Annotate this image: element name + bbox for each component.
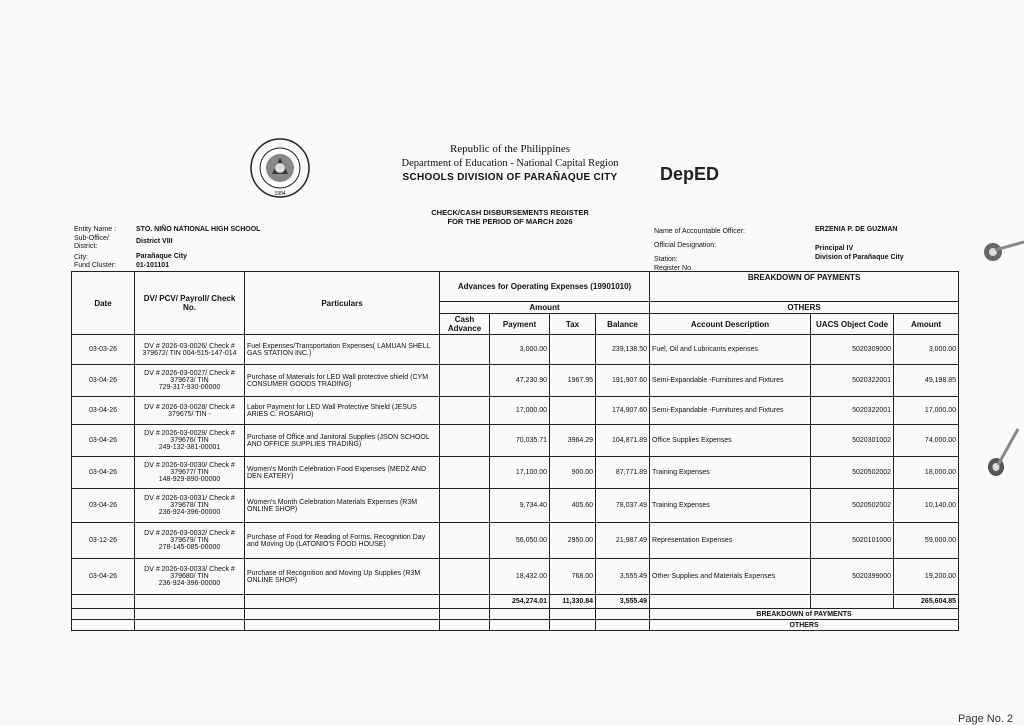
row-account: Other Supplies and Materials Expenses <box>650 559 811 595</box>
page-number: Page No. 2 <box>958 713 1014 725</box>
row-amount: 10,140.00 <box>894 489 959 523</box>
row-particulars: Women's Month Celebration Materials Expenses (R3M ONLINE SHOP) <box>245 489 440 523</box>
row-date: 03-04-26 <box>72 365 135 397</box>
row-dv-line: 379673/ TIN <box>170 377 209 384</box>
row-dv-line: 379677/ TIN <box>170 469 209 476</box>
total-amount: 265,604.85 <box>894 595 959 609</box>
row-dv-line: DV # 2026-03-0033/ Check # <box>144 566 235 573</box>
col-uacs-header: UACS Object Code <box>811 314 894 335</box>
row-tax <box>550 335 596 365</box>
row-account: Semi-Expandable -Furnitures and Fixtures <box>650 397 811 425</box>
binder-clip-icon <box>975 232 1024 272</box>
table-row <box>72 397 959 425</box>
row-account: Office Supplies Expenses <box>650 425 811 457</box>
meta-district-value: District VIII <box>136 238 173 245</box>
row-dv-line: DV # 2026-03-0032/ Check # <box>144 530 235 537</box>
row-tax: 3964.29 <box>550 425 596 457</box>
row-uacs: 5020301002 <box>811 425 894 457</box>
row-payment: 18,432.00 <box>490 559 550 595</box>
row-balance: 191,907.60 <box>596 365 650 397</box>
row-payment: 9,734.40 <box>490 489 550 523</box>
col-amount-group-header: Amount <box>440 302 650 314</box>
row-balance: 104,871.89 <box>596 425 650 457</box>
col-cash-advance-header: Cash Advance <box>440 314 490 335</box>
meta-entity-label: Entity Name : <box>74 226 117 233</box>
row-account: Representation Expenses <box>650 523 811 559</box>
row-amount: 74,000.00 <box>894 425 959 457</box>
row-uacs: 5020101000 <box>811 523 894 559</box>
row-uacs: 5020322001 <box>811 397 894 425</box>
row-balance: 87,771.89 <box>596 457 650 489</box>
row-payment: 56,050.00 <box>490 523 550 559</box>
row-dv-line: 278-145-085-00000 <box>158 544 221 551</box>
row-payment: 47,230.90 <box>490 365 550 397</box>
row-dv-line: 379680/ TIN <box>170 573 209 580</box>
row-dv-line: 148-929-890-00000 <box>158 476 221 483</box>
meta-city-value: Parañaque City <box>136 253 187 260</box>
row-dv-line: DV # 2026-03-0030/ Check # <box>144 462 235 469</box>
meta-designation-value: Principal IV <box>815 245 854 252</box>
row-tax: 768.00 <box>550 559 596 595</box>
total-tax: 11,330.84 <box>550 595 596 609</box>
deped-logo-icon <box>658 160 720 186</box>
row-particulars: Purchase of Food for Reading of Forms, Recognition Day and Moving Up (LATONIO'S FOOD HOUSE) <box>245 523 440 559</box>
row-tax: 900.00 <box>550 457 596 489</box>
seal-year: 1994 <box>274 191 286 197</box>
row-dv-line: DV # 2026-03-0031/ Check # <box>144 495 235 502</box>
row-cash-advance <box>440 457 490 489</box>
col-amount-header: Amount <box>894 314 959 335</box>
table-row <box>72 365 959 397</box>
row-payment: 17,000.00 <box>490 397 550 425</box>
meta-fund-value: 01-101101 <box>136 262 170 269</box>
row-tax: 2950.00 <box>550 523 596 559</box>
row-amount: 59,000.00 <box>894 523 959 559</box>
table-row <box>72 489 959 523</box>
meta-officer-label: Name of Accountable Officer: <box>654 228 745 235</box>
col-date-header: Date <box>72 272 135 335</box>
row-dv-line: DV # 2026-03-0027/ Check # <box>144 370 235 377</box>
row-date: 03-04-26 <box>72 457 135 489</box>
row-particulars: Labor Payment for LED Wall Protective Shield (JESUS ARIES C. ROSARIO) <box>245 397 440 425</box>
deped-logo-text: DepED <box>660 164 720 184</box>
meta-officer-value: ERZENIA P. DE GUZMAN <box>815 226 898 233</box>
row-cash-advance <box>440 523 490 559</box>
row-tax: 1967.95 <box>550 365 596 397</box>
col-breakdown-header: BREAKDOWN OF PAYMENTS <box>650 272 959 302</box>
row-cash-advance <box>440 365 490 397</box>
row-balance: 239,138.50 <box>596 335 650 365</box>
col-advances-header: Advances for Operating Expenses (19901010) <box>440 272 650 302</box>
footer-others-label: OTHERS <box>650 620 959 631</box>
division-line: SCHOOLS DIVISION OF PARAÑAQUE CITY <box>402 172 618 183</box>
meta-district-label: District: <box>74 243 98 250</box>
row-dv-line: 236-924-396-00000 <box>158 580 221 587</box>
row-dv-line: 729-317-930-00000 <box>158 384 221 391</box>
row-uacs: 5020502002 <box>811 489 894 523</box>
meta-station-value: Division of Parañaque City <box>815 254 904 261</box>
row-balance: 3,555.49 <box>596 559 650 595</box>
table-row <box>72 523 959 559</box>
row-payment: 17,100.00 <box>490 457 550 489</box>
row-particulars: Purchase of Materials for LED Wall protective shield (CYM CONSUMER GOODS TRADING) <box>245 365 440 397</box>
meta-fund-label: Fund Cluster: <box>74 262 117 269</box>
col-others-header: OTHERS <box>650 302 959 314</box>
department-line: Department of Education - National Capital Region <box>401 158 619 169</box>
row-dv-line: 249-132-381-00001 <box>158 444 221 451</box>
row-account: Fuel, Oil and Lubricants expenses <box>650 335 811 365</box>
row-particulars: Fuel Expenses/Transportation Expenses( LAMUAN SHELL GAS STATION INC.) <box>245 335 440 365</box>
row-date: 03-04-26 <box>72 425 135 457</box>
row-dv-line: DV # 2026-03-0028/ Check # <box>144 403 235 411</box>
col-account-header: Account Description <box>650 314 811 335</box>
disbursements-table <box>71 271 959 631</box>
row-amount: 19,200.00 <box>894 559 959 595</box>
row-cash-advance <box>440 335 490 365</box>
row-uacs: 5020309000 <box>811 335 894 365</box>
row-balance: 21,987.49 <box>596 523 650 559</box>
row-dv-line: 379678/ TIN <box>170 502 209 509</box>
division-seal-icon <box>250 138 310 198</box>
row-amount: 3,000.00 <box>894 335 959 365</box>
row-amount: 49,198.85 <box>894 365 959 397</box>
row-date: 03-03-26 <box>72 335 135 365</box>
table-row <box>72 559 959 595</box>
report-title: CHECK/CASH DISBURSEMENTS REGISTER <box>431 208 589 217</box>
row-dv-line: 379675/ TIN - <box>168 410 211 418</box>
row-date: 03-04-26 <box>72 559 135 595</box>
footer-breakdown-label: BREAKDOWN of PAYMENTS <box>650 609 959 620</box>
row-cash-advance <box>440 489 490 523</box>
row-dv-line: DV # 2026-03-0026/ Check # <box>144 342 235 350</box>
table-row <box>72 425 959 457</box>
footer-breakdown-row <box>72 609 959 620</box>
meta-suboffice-label: Sub-Office/ <box>74 235 109 242</box>
col-particulars-header: Particulars <box>245 272 440 335</box>
total-balance: 3,555.49 <box>596 595 650 609</box>
row-uacs: 5020322001 <box>811 365 894 397</box>
row-account: Training Expenses <box>650 489 811 523</box>
meta-city-label: City: <box>74 254 88 261</box>
row-payment: 70,035.71 <box>490 425 550 457</box>
row-account: Training Expenses <box>650 457 811 489</box>
report-period: FOR THE PERIOD OF MARCH 2026 <box>447 217 573 226</box>
row-cash-advance <box>440 559 490 595</box>
row-account: Semi-Expandable -Furnitures and Fixtures <box>650 365 811 397</box>
total-payment: 254,274.01 <box>490 595 550 609</box>
col-balance-header: Balance <box>596 314 650 335</box>
row-date: 03-12-26 <box>72 523 135 559</box>
row-particulars: Purchase of Recognition and Moving Up Supplies (R3M ONLINE SHOP) <box>245 559 440 595</box>
meta-register-label: Register No. <box>654 265 693 272</box>
row-dv-line: DV # 2026-03-0029/ Check # <box>144 430 235 437</box>
row-balance: 174,907.60 <box>596 397 650 425</box>
meta-entity-value: STO. NIÑO NATIONAL HIGH SCHOOL <box>136 226 261 233</box>
row-amount: 17,000.00 <box>894 397 959 425</box>
col-dv-header: DV/ PCV/ Payroll/ Check No. <box>135 272 245 335</box>
row-tax <box>550 397 596 425</box>
row-particulars: Women's Month Celebration Food Expenses (MEDZ AND DEN EATERY) <box>245 457 440 489</box>
meta-station-label: Station: <box>654 256 678 263</box>
row-cash-advance <box>440 397 490 425</box>
row-date: 03-04-26 <box>72 489 135 523</box>
row-dv-line: 379676/ TIN <box>170 437 209 444</box>
meta-designation-label: Official Designation: <box>654 242 717 249</box>
republic-line: Republic of the Philippines <box>449 143 571 155</box>
col-payment-header: Payment <box>490 314 550 335</box>
totals-row <box>72 595 959 609</box>
row-payment: 3,000.00 <box>490 335 550 365</box>
row-amount: 18,000.00 <box>894 457 959 489</box>
row-uacs: 5020502002 <box>811 457 894 489</box>
row-dv-line: 379672/ TIN 004-515-147-014 <box>142 349 237 357</box>
footer-others-row <box>72 620 959 631</box>
row-balance: 78,037.49 <box>596 489 650 523</box>
row-date: 03-04-26 <box>72 397 135 425</box>
binder-clip-icon <box>978 425 1024 485</box>
row-uacs: 5020399000 <box>811 559 894 595</box>
row-tax: 405.60 <box>550 489 596 523</box>
col-tax-header: Tax <box>550 314 596 335</box>
row-dv-line: 379679/ TIN <box>170 537 209 544</box>
row-particulars: Purchase of Office and Janitoral Supplies (JSON SCHOOL AND OFFICE SUPPLIES TRADING) <box>245 425 440 457</box>
table-row <box>72 335 959 365</box>
row-cash-advance <box>440 425 490 457</box>
row-dv-line: 236-924-396-00000 <box>158 509 221 516</box>
table-row <box>72 457 959 489</box>
